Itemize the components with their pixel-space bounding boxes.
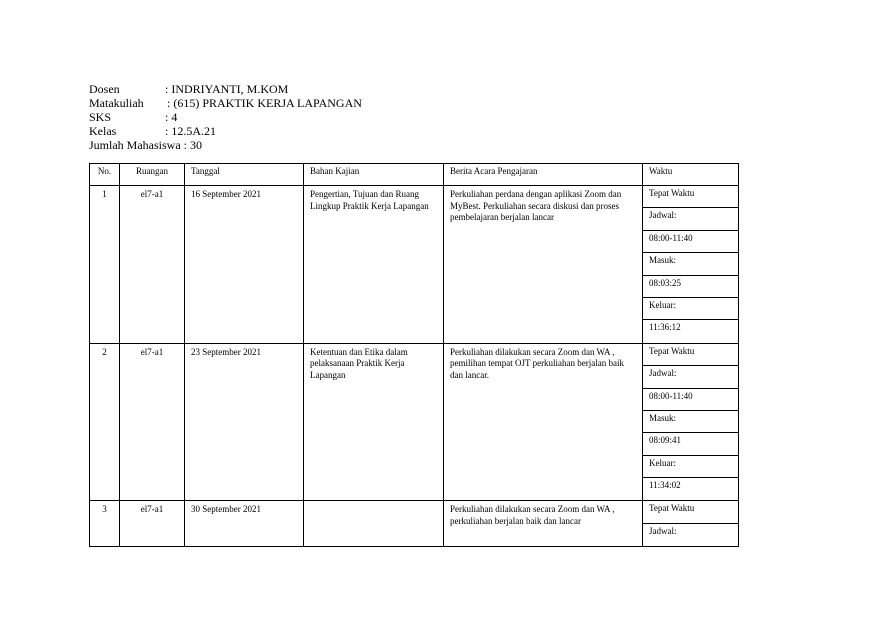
cell-ruangan: el7-a1 <box>120 343 185 501</box>
attendance-table <box>89 163 739 547</box>
kelas-line <box>89 124 216 138</box>
cell-no: 2 <box>90 343 120 501</box>
waktu-masuk-label: Masuk: <box>643 253 738 275</box>
kelas-value: : 12.5A.21 <box>165 124 216 138</box>
col-header-tanggal: Tanggal <box>185 164 304 186</box>
cell-waktu <box>643 343 739 501</box>
jumlah-line <box>89 138 202 152</box>
cell-berita: Perkuliahan dilakukan secara Zoom dan WA , pemilihan tempat OJT perkuliahan berjalan baik dan lancar. <box>444 343 643 501</box>
cell-tanggal: 16 September 2021 <box>185 186 304 344</box>
dosen-line <box>89 82 289 96</box>
table-row <box>90 186 739 344</box>
cell-tanggal: 23 September 2021 <box>185 343 304 501</box>
waktu-jadwal-value: 08:00-11:40 <box>643 389 738 411</box>
cell-ruangan: el7-a1 <box>120 501 185 547</box>
cell-ruangan: el7-a1 <box>120 186 185 344</box>
cell-bahan: Ketentuan dan Etika dalam pelaksanaan Praktik Kerja Lapangan <box>304 343 444 501</box>
cell-waktu <box>643 186 739 344</box>
waktu-masuk-label: Masuk: <box>643 411 738 433</box>
waktu-status: Tepat Waktu <box>643 186 738 208</box>
sks-label: SKS <box>89 110 112 124</box>
cell-tanggal: 30 September 2021 <box>185 501 304 547</box>
cell-berita: Perkuliahan perdana dengan aplikasi Zoom dan MyBest. Perkuliahan secara diskusi dan proses pembelajaran berjalan lancar <box>444 186 643 344</box>
jumlah-mahasiswa: Jumlah Mahasiswa : 30 <box>89 138 202 152</box>
table-header-row <box>90 164 739 186</box>
waktu-keluar-value: 11:34:02 <box>649 480 681 491</box>
waktu-status: Tepat Waktu <box>643 344 738 366</box>
matakuliah-label: Matakuliah <box>89 96 144 110</box>
cell-no: 3 <box>90 501 120 547</box>
kelas-label: Kelas <box>89 124 117 138</box>
waktu-keluar-label: Keluar: <box>643 298 738 320</box>
waktu-jadwal-value: 08:00-11:40 <box>643 231 738 253</box>
col-header-berita: Berita Acara Pengajaran <box>444 164 643 186</box>
table-row <box>90 343 739 501</box>
dosen-value: : INDRIYANTI, M.KOM <box>165 82 289 96</box>
cell-waktu <box>643 501 739 547</box>
cell-bahan <box>304 501 444 547</box>
waktu-masuk-value: 08:03:25 <box>643 276 738 298</box>
col-header-waktu: Waktu <box>643 164 739 186</box>
matakuliah-line <box>89 96 362 110</box>
sks-line <box>89 110 178 124</box>
col-header-bahan: Bahan Kajian <box>304 164 444 186</box>
waktu-jadwal-label: Jadwal: <box>649 525 677 536</box>
col-header-no: No. <box>90 164 120 186</box>
waktu-masuk-value: 08:09:41 <box>643 433 738 455</box>
waktu-jadwal-label: Jadwal: <box>643 208 738 230</box>
waktu-jadwal-label: Jadwal: <box>643 366 738 388</box>
waktu-status: Tepat Waktu <box>643 501 738 523</box>
cell-berita: Perkuliahan dilakukan secara Zoom dan WA , perkuliahan berjalan baik dan lancar <box>444 501 643 547</box>
cell-no: 1 <box>90 186 120 344</box>
dosen-label: Dosen <box>89 82 120 96</box>
table-row <box>90 501 739 547</box>
matakuliah-value: : (615) PRAKTIK KERJA LAPANGAN <box>167 96 362 110</box>
sks-value: : 4 <box>165 110 178 124</box>
cell-bahan: Pengertian, Tujuan dan Ruang Lingkup Praktik Kerja Lapangan <box>304 186 444 344</box>
waktu-keluar-value: 11:36:12 <box>649 322 681 333</box>
waktu-keluar-label: Keluar: <box>643 456 738 478</box>
col-header-ruangan: Ruangan <box>120 164 185 186</box>
